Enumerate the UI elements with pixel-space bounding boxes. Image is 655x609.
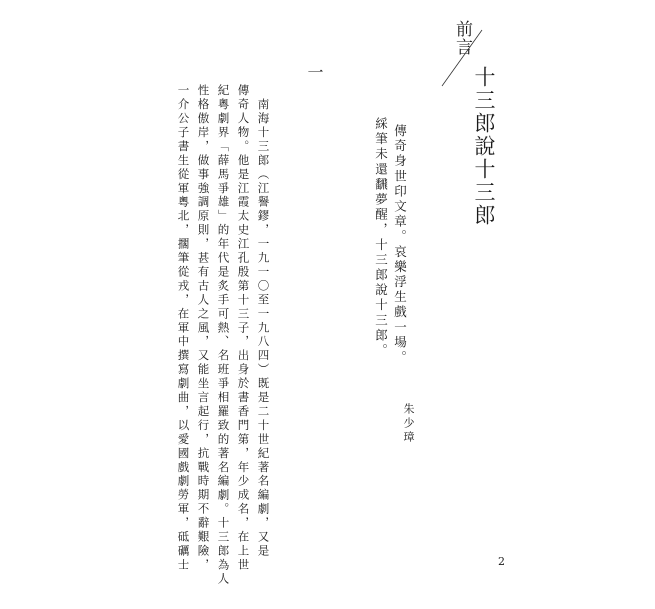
preface-label: 前言 xyxy=(452,20,472,56)
poem-line-1: 傳奇身世印文章。哀樂浮生戲一場。 xyxy=(392,124,408,366)
body-line-2: 傳奇人物。他是江霞太史江孔殷第十三子，出身於書香門第，年少成名，在上世 xyxy=(236,84,251,573)
body-line-1: 南海十三郎（江譽鏐，一九一〇至一九八四）既是二十世紀著名編劇，又是 xyxy=(256,84,271,559)
body-line-4: 性格傲岸，做事強調原則，甚有古人之風，又能坐言起行，抗戰時期不辭艱險， xyxy=(196,84,211,573)
body-line-3: 紀粵劇界「薛馬爭雄」的年代是炙手可熱、名班爭相羅致的著名編劇。十三郎為人 xyxy=(216,84,231,587)
poem-line-2: 綵筆未還飜夢醒，十三郎說十三郎。 xyxy=(373,117,389,359)
page-title: 十三郎說十三郎 xyxy=(472,66,496,227)
body-line-5: 一介公子書生從軍粵北，擱筆從戎，在軍中撰寫劇曲，以愛國戲劇勞軍，砥礪士 xyxy=(176,84,191,573)
poem-author: 朱少璋 xyxy=(402,403,415,445)
page-number: 2 xyxy=(498,555,505,568)
section-number: 一 xyxy=(305,64,324,80)
